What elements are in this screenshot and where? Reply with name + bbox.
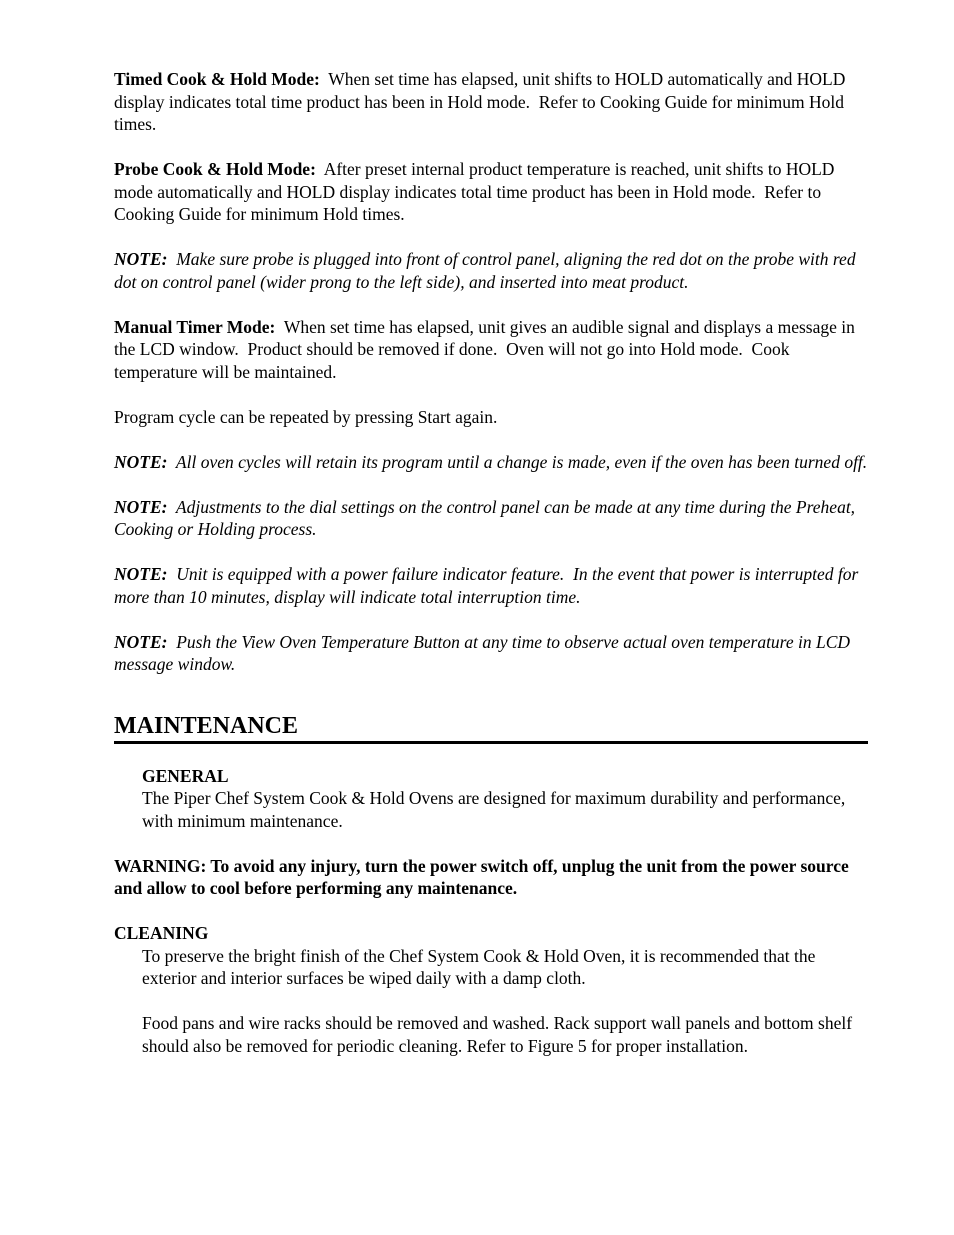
- manual-timer-paragraph: [114, 316, 870, 384]
- probe-cook-hold-paragraph: [114, 158, 870, 226]
- program-cycle-paragraph: Program cycle can be repeated by pressing Start again.: [114, 406, 498, 427]
- cleaning-heading: CLEANING: [114, 923, 209, 943]
- note-adjust-paragraph: [114, 496, 870, 541]
- manual-timer-text: When set time has elapsed, unit gives an audible signal and displays a message in the LCD window. Product should be removed if done. Oven will not go into Hold mode. Cook temperature will be maintained.: [114, 316, 860, 382]
- general-text: The Piper Chef System Cook & Hold Ovens are designed for maximum durability and performance, with minimum maintenance.: [142, 788, 846, 831]
- probe-cook-hold-label: Probe Cook & Hold Mode:: [114, 159, 316, 179]
- maintenance-heading: MAINTENANCE: [114, 711, 868, 744]
- note-adjust-text: Adjustments to the dial settings on the control panel can be made at any time during the Preheat, Cooking or Holding process.: [114, 496, 860, 539]
- cleaning-text-2: Food pans and wire racks should be removed and washed. Rack support wall panels and bottom shelf should also be removed for periodic cleaning. Refer to Figure 5 for proper installation.: [142, 1013, 853, 1056]
- general-heading: GENERAL: [142, 765, 229, 786]
- general-section: [114, 765, 870, 833]
- note-probe-text: Make sure probe is plugged into front of control panel, aligning the red dot on the probe with red dot on control panel (wider prong to the left side), and inserted into meat product.: [114, 249, 860, 292]
- note-power-label: NOTE:: [114, 564, 168, 584]
- cleaning-text-1: To preserve the bright finish of the Chef System Cook & Hold Oven, it is recommended that the exterior and interior surfaces be wiped daily with a damp cloth.: [142, 945, 816, 988]
- probe-cook-hold-text: After preset internal product temperature is reached, unit shifts to HOLD mode automatically and HOLD display indicates total time product has been in Hold mode. Refer to Cooking Guide for minimum Hold times.: [114, 159, 839, 224]
- note-probe-label: NOTE:: [114, 249, 168, 269]
- note-retain-label: NOTE:: [114, 451, 168, 472]
- timed-cook-hold-text: When set time has elapsed, unit shifts to HOLD automatically and HOLD display indicates total time product has been in Hold mode. Refer to Cooking Guide for minimum Hold times.: [114, 69, 850, 134]
- note-retain-text: All oven cycles will retain its program until a change is made, even if the oven has been turned off.: [167, 451, 868, 472]
- document-page: [114, 68, 870, 1057]
- note-retain-paragraph: [114, 451, 870, 474]
- cleaning-section: [114, 945, 870, 1058]
- timed-cook-hold-label: Timed Cook & Hold Mode:: [114, 69, 320, 89]
- timed-cook-hold-paragraph: [114, 68, 870, 136]
- manual-timer-label: Manual Timer Mode:: [114, 316, 276, 337]
- note-view-text: Push the View Oven Temperature Button at any time to observe actual oven temperature in LCD message window.: [114, 631, 855, 674]
- note-probe-paragraph: [114, 248, 870, 293]
- warning-paragraph: WARNING: To avoid any injury, turn the power switch off, unplug the unit from the power source and allow to cool before performing any maintenance.: [114, 855, 849, 898]
- note-adjust-label: NOTE:: [114, 496, 168, 517]
- note-power-paragraph: [114, 563, 870, 608]
- note-power-text: Unit is equipped with a power failure indicator feature. In the event that power is interrupted for more than 10 minutes, display will indicate total interruption time.: [114, 564, 863, 607]
- note-view-label: NOTE:: [114, 631, 168, 652]
- note-view-paragraph: [114, 631, 870, 676]
